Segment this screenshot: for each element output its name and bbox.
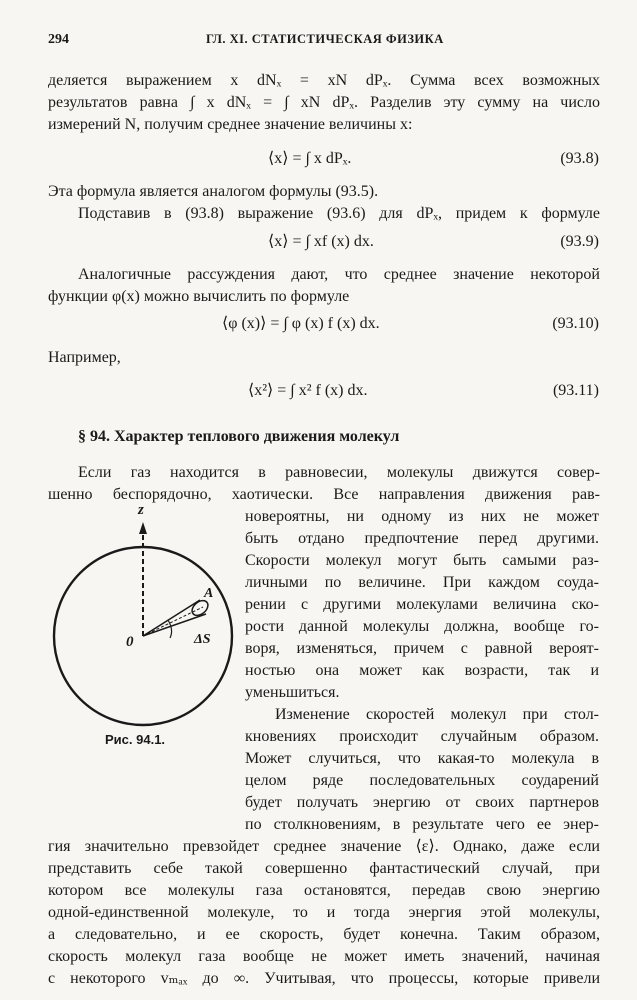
col-line: воря, изменяться, причем с равной вероят- bbox=[245, 640, 599, 657]
p2-text: Эта формула является аналогом формулы (93.5). bbox=[48, 183, 379, 200]
section-text-tail bbox=[48, 836, 600, 990]
col-line: рости данной молекулы должна, вообще го- bbox=[245, 618, 599, 635]
label-a: A bbox=[204, 586, 214, 601]
col-line: кновениях происходит случайным образом. bbox=[245, 728, 599, 745]
body-full-line-2: шенно беспорядочно, хаотически. Все направления движения рав- bbox=[48, 486, 600, 503]
page-number: 294 bbox=[48, 32, 69, 47]
col-line: рении с другими молекулами величина ско- bbox=[245, 596, 599, 613]
p1-line-3: измерений N, получим среднее значение величины x: bbox=[48, 116, 413, 133]
running-header bbox=[48, 32, 597, 50]
col-line: личными по величине. При каждом соуда- bbox=[245, 574, 599, 591]
col-line: по столкновениям, в результате чего ее энер- bbox=[245, 816, 599, 833]
equation-93-11: ⟨x²⟩ = ∫ x² f (x) dx. bbox=[248, 382, 368, 399]
col-line: уменьшиться. bbox=[245, 684, 340, 701]
equation-number-93-10: (93.10) bbox=[552, 315, 599, 332]
col-line: будет получать энергию от своих партнеров bbox=[245, 794, 599, 811]
label-z: z bbox=[138, 502, 144, 518]
label-origin: 0 bbox=[126, 634, 134, 650]
col-line: ностью она может как возрасти, так и bbox=[245, 662, 599, 679]
equation-93-10: ⟨φ (x)⟩ = ∫ φ (x) f (x) dx. bbox=[222, 315, 380, 332]
tail-line: одной-единственной молекуле, то и тогда энергия этой молекулы, bbox=[48, 904, 600, 921]
wrapped-column bbox=[245, 506, 599, 836]
label-delta-s: ΔS bbox=[194, 632, 211, 647]
p1-line-2: результатов равна ∫ x dNₓ = ∫ xN dPₓ. Разделив эту сумму на число bbox=[48, 94, 600, 111]
p4-line-1: Аналогичные рассуждения дают, что среднее значение некоторой bbox=[78, 266, 600, 283]
p3-text: Подставив в (93.8) выражение (93.6) для dPₓ, придем к формуле bbox=[78, 205, 600, 222]
sphere-diagram bbox=[48, 502, 238, 752]
figure-94-1 bbox=[48, 502, 238, 752]
equation-93-9: ⟨x⟩ = ∫ xf (x) dx. bbox=[268, 233, 374, 250]
tail-line: котором все молекулы газа остановятся, передав свою энергию bbox=[48, 882, 600, 899]
paragraph-1 bbox=[48, 70, 600, 136]
tail-line: скорость молекул газа вообще не может иметь значений, начиная bbox=[48, 948, 600, 965]
p4-line-2: функции φ(x) можно вычислить по формуле bbox=[48, 288, 350, 305]
section-text-full bbox=[48, 462, 600, 506]
col-line: быть отдано предпочтение перед другими. bbox=[245, 530, 599, 547]
equation-number-93-9: (93.9) bbox=[560, 233, 599, 250]
body-full-line-1: Если газ находится в равновесии, молекулы движутся совер- bbox=[78, 464, 600, 481]
figure-caption: Рис. 94.1. bbox=[105, 732, 166, 747]
p5-text: Например, bbox=[48, 349, 121, 366]
col-line: Скорости молекул могут быть самыми раз- bbox=[245, 552, 599, 569]
col-line: новероятны, ни одному из них не может bbox=[245, 508, 599, 525]
tail-line: а следовательно, и ее скорость, будет конечна. Таким образом, bbox=[48, 926, 600, 943]
paragraph-2 bbox=[48, 181, 600, 203]
col-line: Может случиться, что какая-то молекула в bbox=[245, 750, 599, 767]
equation-93-8: ⟨x⟩ = ∫ x dPₓ. bbox=[268, 150, 352, 167]
tail-line: с некоторого vₘₐₓ до ∞. Учитывая, что процессы, которые привели bbox=[48, 970, 600, 987]
tail-line: представить себе такой совершенно фантастический случай, при bbox=[48, 860, 600, 877]
p1-line-1: деляется выражением x dNₓ = xN dPₓ. Сумма всех возможных bbox=[48, 72, 600, 89]
tail-line: гия значительно превзойдет среднее значение ⟨ε⟩. Однако, даже если bbox=[48, 838, 600, 855]
paragraph-4 bbox=[48, 264, 600, 308]
running-title: ГЛ. XI. СТАТИСТИЧЕСКАЯ ФИЗИКА bbox=[206, 32, 444, 46]
col-line: Изменение скоростей молекул при стол- bbox=[275, 706, 599, 723]
paragraph-5 bbox=[48, 347, 600, 369]
equation-number-93-8: (93.8) bbox=[560, 150, 599, 167]
z-axis-arrow bbox=[139, 522, 147, 534]
equation-number-93-11: (93.11) bbox=[552, 382, 599, 399]
col-line: целом ряде последовательных соударений bbox=[245, 772, 599, 789]
paragraph-3 bbox=[78, 203, 600, 225]
section-heading: § 94. Характер теплового движения молекул bbox=[78, 428, 400, 445]
